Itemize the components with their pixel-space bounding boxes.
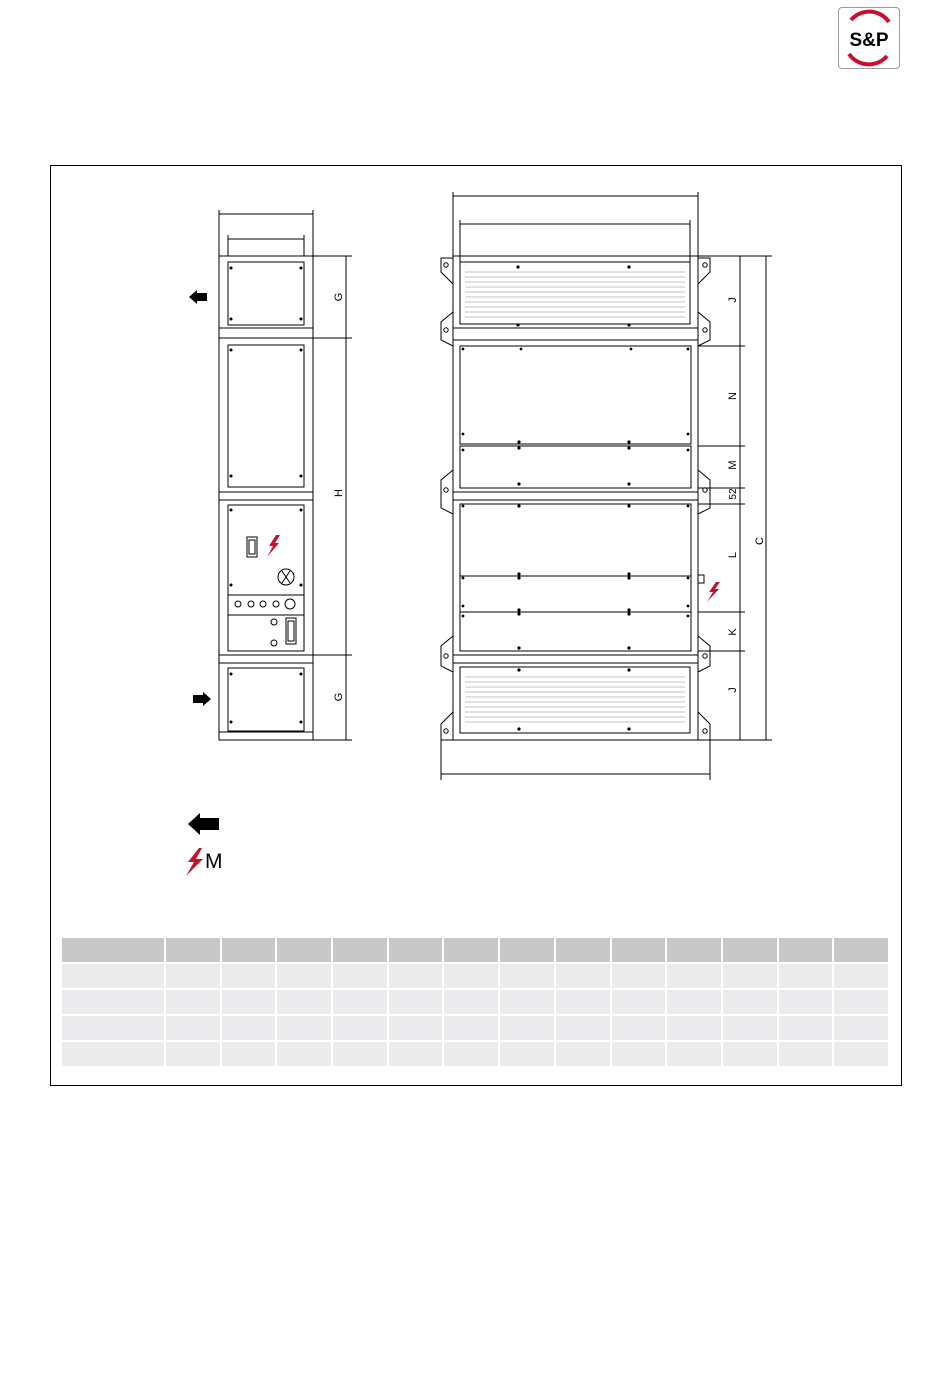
table-cell [62,964,164,988]
table-cell [779,964,833,988]
dim-label-g-bottom: G [333,692,345,702]
table-cell [62,1016,164,1040]
table-cell [834,990,888,1014]
table-header-cell [333,938,387,962]
table-cell [612,1016,666,1040]
table-row [62,1042,888,1066]
table-cell [667,990,721,1014]
table-row [62,1016,888,1040]
dim-label-k: K [727,628,739,636]
table-cell [667,1042,721,1066]
table-header-cell [612,938,666,962]
table-cell [277,1016,331,1040]
table-cell [222,990,276,1014]
table-header-cell [723,938,777,962]
table-cell [444,990,498,1014]
table-cell [166,964,220,988]
table-cell [444,1016,498,1040]
table-cell [834,1042,888,1066]
table-cell [779,1016,833,1040]
dim-label-l: L [727,551,739,559]
airflow-in-arrow-icon [193,692,211,706]
table-cell [779,1042,833,1066]
table-cell [333,1016,387,1040]
table-cell [389,990,443,1014]
table-cell [222,1016,276,1040]
table-cell [277,990,331,1014]
table-cell [834,964,888,988]
table-cell [222,964,276,988]
airflow-arrow-icon [188,812,220,836]
dim-label-52: 52 [728,488,739,500]
table-cell [612,964,666,988]
table-cell [667,1016,721,1040]
table-cell [389,1016,443,1040]
dim-label-c: C [754,537,766,545]
top-grille [460,262,690,324]
legend-motor [186,848,223,876]
airflow-out-arrow-icon [189,290,207,304]
table-cell [444,1042,498,1066]
table-cell [444,964,498,988]
logo-text: S&P [849,30,889,51]
table-cell [500,1016,554,1040]
table-header-cell [444,938,498,962]
table-header-cell [222,938,276,962]
table-cell [166,1042,220,1066]
table-cell [500,1042,554,1066]
table-cell [779,990,833,1014]
dim-label-j-bottom: J [727,687,739,693]
table-cell [389,1042,443,1066]
table-header-cell [166,938,220,962]
table-cell [723,964,777,988]
table-header-cell [62,938,164,962]
table-cell [500,990,554,1014]
dim-label-n: N [727,392,739,400]
table-header-cell [667,938,721,962]
table-header-cell [277,938,331,962]
table-cell [723,1016,777,1040]
table-cell [667,964,721,988]
table-cell [333,1042,387,1066]
table-cell [277,1042,331,1066]
table-cell [500,964,554,988]
cable-glands [235,599,295,609]
legend-motor-label: M [205,850,223,873]
table-cell [556,1016,610,1040]
lightning-bolt-icon [267,535,280,557]
front-view [441,192,772,780]
table-cell [723,990,777,1014]
table-cell [166,1016,220,1040]
table-cell [612,990,666,1014]
table-cell [333,964,387,988]
table-cell [556,990,610,1014]
dim-label-h: H [333,489,345,497]
dim-label-j-top: J [727,297,739,303]
table-row [62,964,888,988]
table-header-cell [500,938,554,962]
table-cell [612,1042,666,1066]
side-view [189,210,352,740]
table-header-row [62,938,888,962]
lightning-bolt-icon [707,582,720,602]
table-cell [62,1042,164,1066]
table-cell [222,1042,276,1066]
table-header-cell [556,938,610,962]
table-cell [723,1042,777,1066]
table-cell [834,1016,888,1040]
table-cell [166,990,220,1014]
table-header-cell [779,938,833,962]
table-cell [556,1042,610,1066]
table-cell [556,964,610,988]
table-header-cell [389,938,443,962]
table-cell [62,990,164,1014]
table-row [62,990,888,1014]
table-header-cell [834,938,888,962]
dim-label-m: M [727,460,739,470]
table-cell [333,990,387,1014]
lightning-bolt-icon [186,848,204,876]
legend-airflow-arrow [188,812,220,836]
dimensions-table [60,936,890,1068]
table-cell [277,964,331,988]
dim-label-g-top: G [333,292,345,302]
table-cell [389,964,443,988]
